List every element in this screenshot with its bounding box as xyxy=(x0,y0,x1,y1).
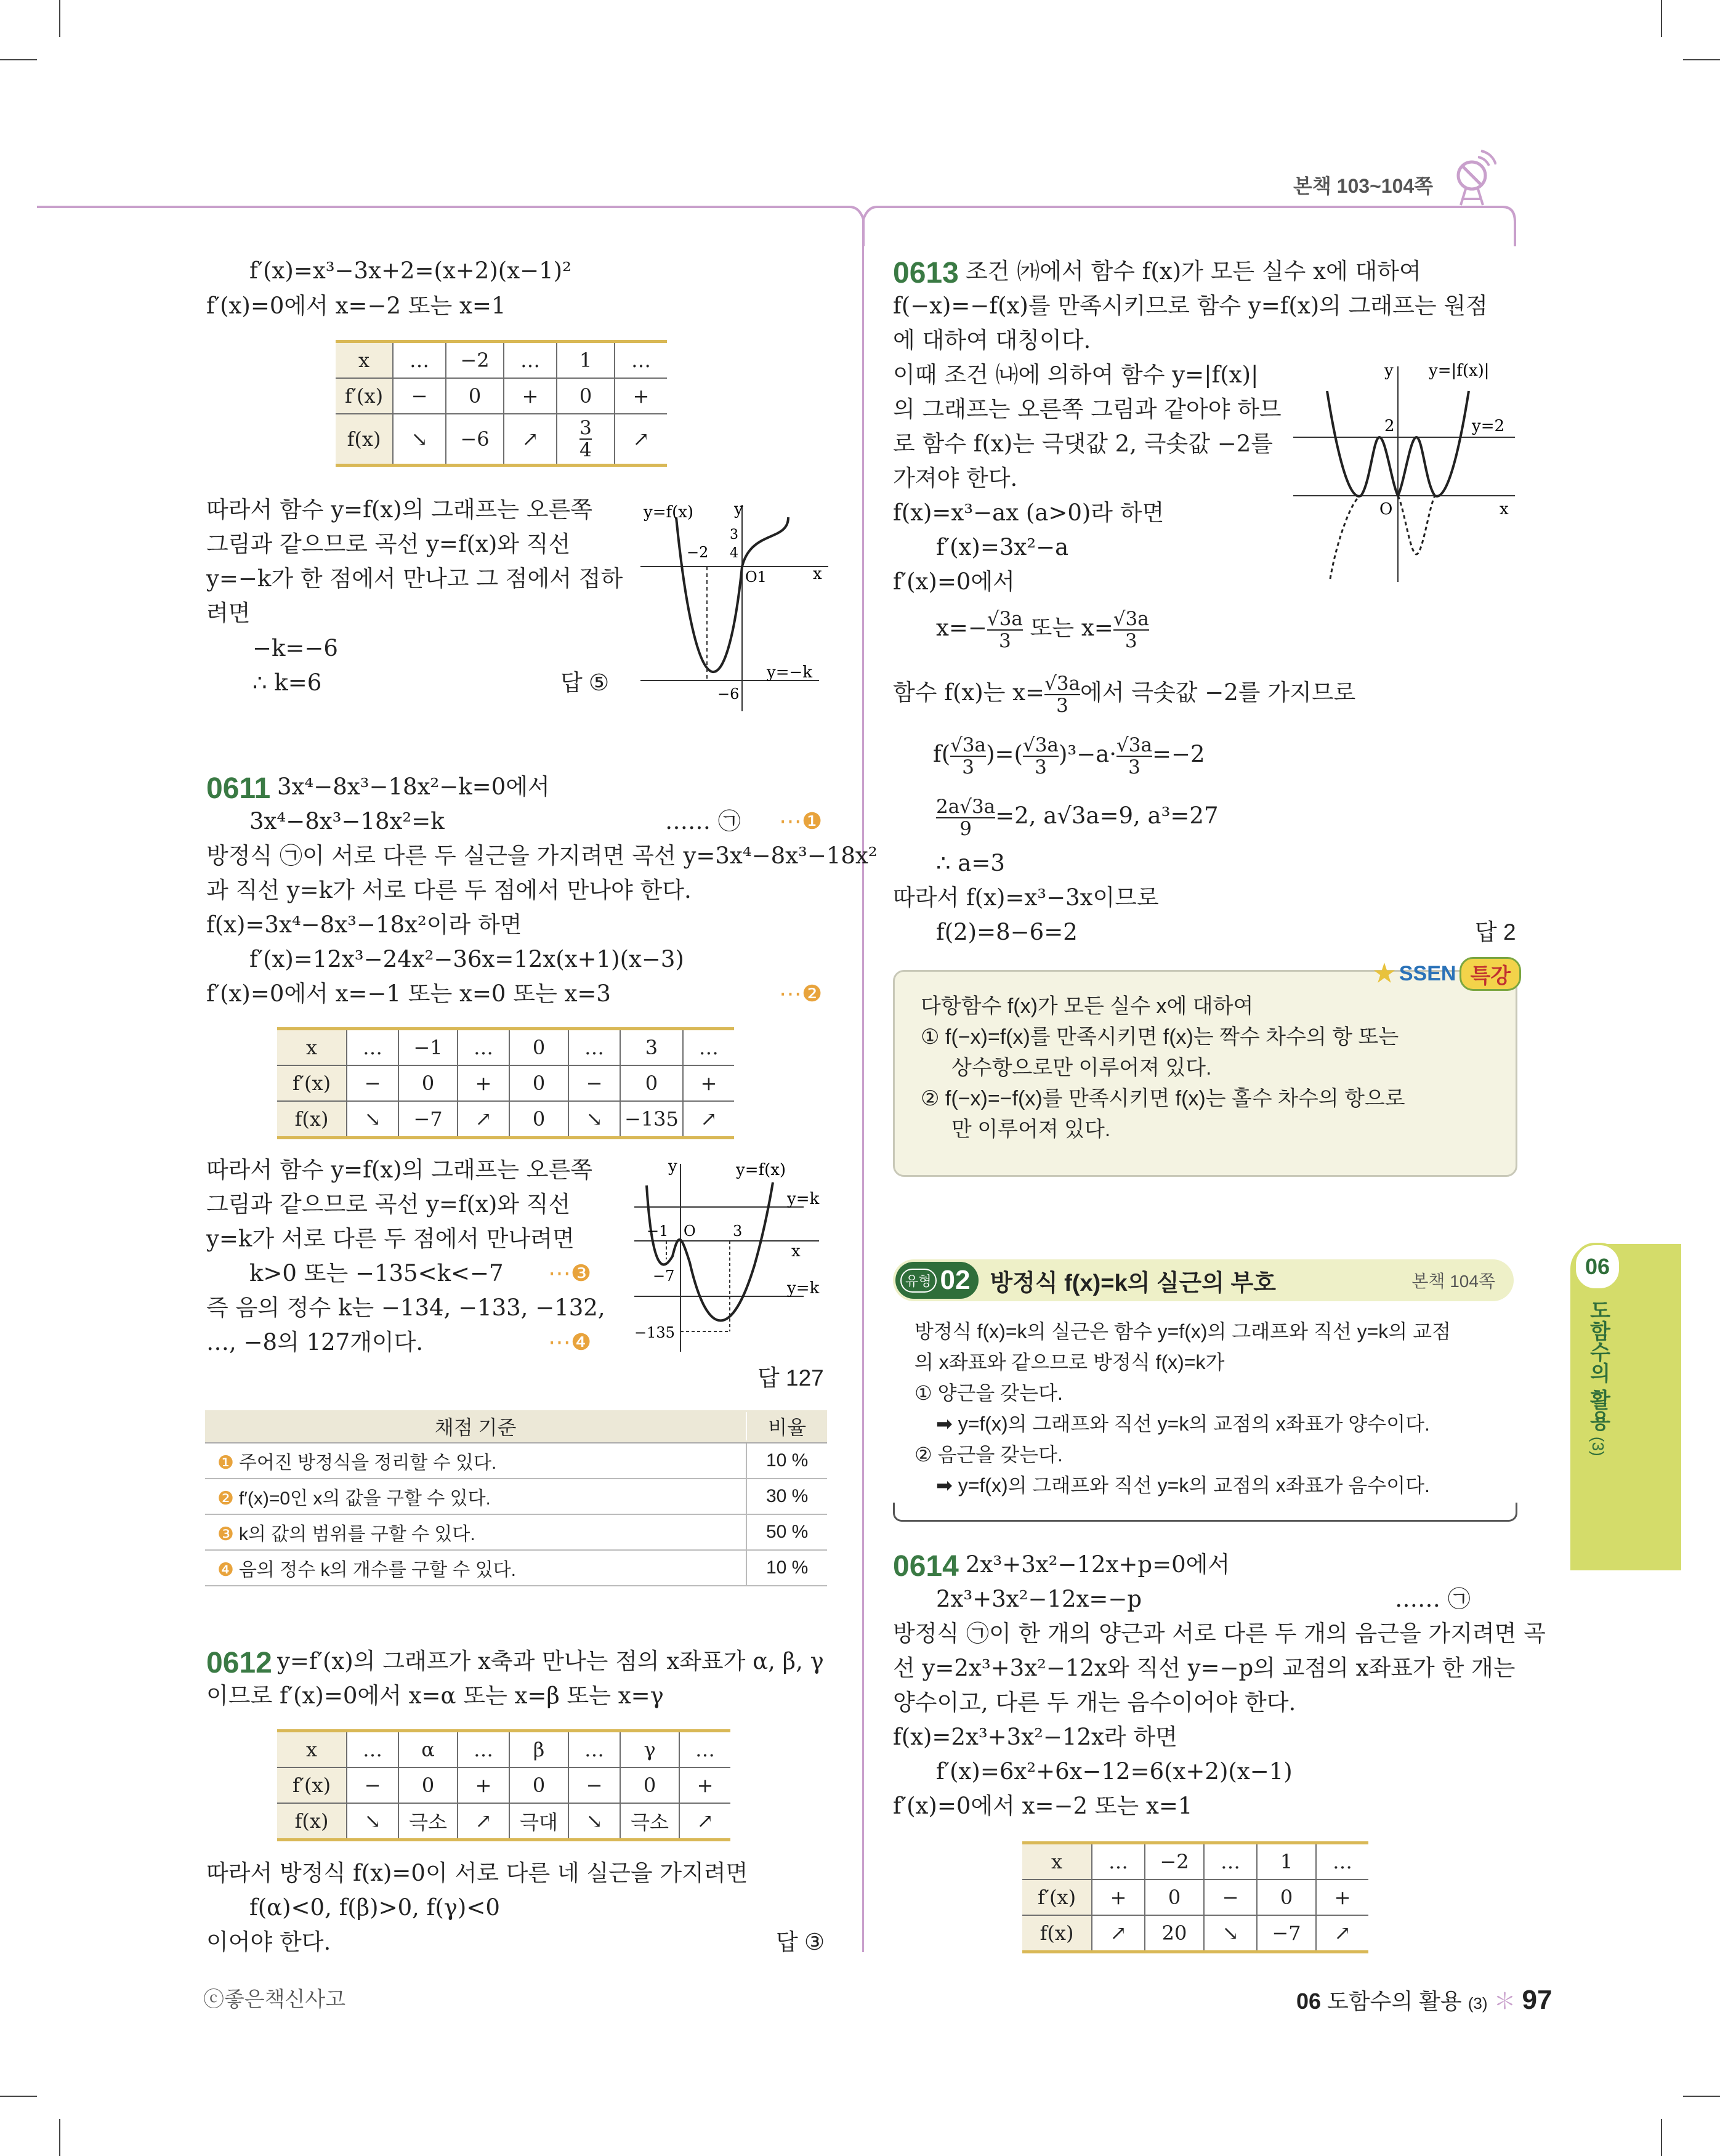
p0610-table: x … −2 … 1 … f′(x) − 0 + 0 + f(x) ↘ −6 ↗ $\frac{3}{4}$ ↗ xyxy=(336,340,667,467)
p0612-text3: 이어야 한다. xyxy=(206,1929,331,1955)
svg-text:y=f(x): y=f(x) xyxy=(736,1161,786,1179)
grading-pct: 10 % xyxy=(746,1551,827,1585)
svg-text:−6: −6 xyxy=(717,685,740,703)
p0611-text4: k>0 또는 −135<k<−7 xyxy=(249,1260,504,1286)
p0613-line3: 에 대하여 대칭이다. xyxy=(893,327,1091,353)
svg-text:O1: O1 xyxy=(745,568,767,586)
svg-text:y: y xyxy=(668,1158,677,1176)
svg-text:−7: −7 xyxy=(653,1267,675,1285)
svg-text:y: y xyxy=(1384,361,1394,380)
special-badge: ★ SSEN 특강 xyxy=(1373,958,1521,990)
p0614-line3: 방정식 ㉠이 한 개의 양근과 서로 다른 두 개의 음근을 가지려면 곡 xyxy=(893,1620,1546,1647)
p0610-text1: 따라서 함수 y=f(x)의 그래프는 오른쪽 xyxy=(206,496,593,523)
side-tab-title: 도함수의 활용 (3) xyxy=(1586,1299,1610,1456)
p0610-line2: f′(x)=0에서 x=−2 또는 x=1 xyxy=(206,293,506,319)
svg-text:y=|f(x)|: y=|f(x)| xyxy=(1429,361,1490,380)
p0614-line7: f′(x)=6x²+6x−12=6(x+2)(x−1) xyxy=(936,1758,1293,1785)
p0610-text3: y=−k가 한 점에서 만나고 그 점에서 접하 xyxy=(206,565,623,592)
p0611-table: x … −1 … 0 … 3 … f′(x) − 0 + 0 − 0 + f(x) ↘ −7 ↗ 0 ↘ −135 ↗ xyxy=(277,1027,734,1139)
grading-step-mark: ❸ xyxy=(217,1524,234,1544)
p0614-line8: f′(x)=0에서 x=−2 또는 x=1 xyxy=(893,1793,1193,1819)
svg-text:y: y xyxy=(734,500,743,519)
special-line3: 상수항으로만 이루어져 있다. xyxy=(951,1056,1212,1080)
p0613-line8: f(x)=x³−ax (a>0)라 하면 xyxy=(893,499,1165,526)
type02-ref: 본책 104쪽 xyxy=(1411,1272,1495,1291)
p0611-mark3: ⋯❸ xyxy=(548,1260,592,1286)
p0611-answer: 답 127 xyxy=(757,1365,824,1391)
p0611-line3: 방정식 ㉠이 서로 다른 두 실근을 가지려면 곡선 y=3x⁴−8x³−18x² xyxy=(206,842,878,869)
type02-badge: 유형 02 xyxy=(895,1262,979,1299)
p0613-line10: f′(x)=0에서 xyxy=(893,568,1015,595)
svg-text:x: x xyxy=(1500,500,1509,519)
svg-text:O: O xyxy=(684,1222,696,1240)
type02-header xyxy=(893,1259,1514,1301)
special-line2: ① f(−x)=f(x)를 만족시키면 f(x)는 짝수 차수의 항 또는 xyxy=(921,1025,1399,1049)
column-divider xyxy=(862,222,864,1952)
p0613-line5: 의 그래프는 오른쪽 그림과 같아야 하므 xyxy=(893,396,1282,422)
p0614-line4: 선 y=2x³+3x²−12x와 직선 y=−p의 교점의 x좌표가 한 개는 xyxy=(893,1655,1516,1681)
special-line4: ② f(−x)=−f(x)를 만족시키면 f(x)는 홀수 차수의 항으로 xyxy=(921,1087,1405,1110)
type02-line4: ➡ y=f(x)의 그래프와 직선 y=k의 교점의 x좌표가 양수이다. xyxy=(936,1413,1430,1435)
p0611-text1: 따라서 함수 y=f(x)의 그래프는 오른쪽 xyxy=(206,1157,593,1183)
p0613-line9: f′(x)=3x²−a xyxy=(936,534,1069,560)
grading-head2: 비율 xyxy=(746,1412,827,1440)
svg-text:3: 3 xyxy=(730,527,738,543)
p0611-line2: 3x⁴−8x³−18x²=k xyxy=(249,808,445,834)
p0610-text6: ∴ k=6 xyxy=(252,669,322,696)
grading-criterion: f′(x)=0인 x의 값을 구할 수 있다. xyxy=(238,1488,491,1509)
svg-text:O: O xyxy=(1379,500,1393,519)
p0611-line5: f(x)=3x⁴−8x³−18x²이라 하면 xyxy=(206,911,522,938)
type02-line6: ➡ y=f(x)의 그래프와 직선 y=k의 교점의 x좌표가 음수이다. xyxy=(936,1474,1430,1496)
p0614-line2: 2x³+3x²−12x=−p xyxy=(936,1586,1142,1612)
p0611-line4: 과 직선 y=k가 서로 다른 두 점에서 만나야 한다. xyxy=(206,877,692,903)
type02-line3: ① 양근을 갖는다. xyxy=(915,1382,1063,1404)
grading-row xyxy=(205,1443,827,1479)
special-line1: 다항함수 f(x)가 모든 실수 x에 대하여 xyxy=(921,995,1254,1018)
grading-step-mark: ❶ xyxy=(217,1453,234,1473)
svg-text:x: x xyxy=(791,1242,801,1261)
p0610-text4: 려면 xyxy=(206,600,251,626)
p0612-text2: f(α)<0, f(β)>0, f(γ)<0 xyxy=(249,1894,500,1921)
type02-line5: ② 음근을 갖는다. xyxy=(915,1443,1063,1466)
p0612-line2: 이므로 f′(x)=0에서 x=α 또는 x=β 또는 x=γ xyxy=(206,1682,664,1709)
p0614-table: x … −2 … 1 … f′(x) + 0 − 0 + f(x) ↗ 20 ↘ −7 ↗ xyxy=(1022,1841,1368,1953)
p0610-answer: 답 ⑤ xyxy=(560,670,610,695)
grading-criterion: 주어진 방정식을 정리할 수 있다. xyxy=(238,1453,497,1473)
p0613-line7: 가져야 한다. xyxy=(893,465,1018,491)
grading-criterion: 음의 정수 k의 개수를 구할 수 있다. xyxy=(238,1560,516,1580)
p0613-line4: 이때 조건 ㈏에 의하여 함수 y=|f(x)| xyxy=(893,361,1259,388)
p0612-answer: 답 ③ xyxy=(776,1929,825,1955)
header-ref: 본책 103~104쪽 xyxy=(1293,175,1434,197)
type02-title: 방정식 f(x)=k의 실근의 부호 xyxy=(990,1270,1276,1296)
p0614-line1: 2x³+3x²−12x+p=0에서 xyxy=(966,1551,1230,1578)
p0613-line16: 따라서 f(x)=x³−3x이므로 xyxy=(893,884,1159,911)
grading-head1: 채점 기준 xyxy=(434,1416,517,1439)
p0611-text5: 즉 음의 정수 k는 −134, −133, −132, xyxy=(206,1294,605,1321)
p0611-text2: 그림과 같으므로 곡선 y=f(x)와 직선 xyxy=(206,1191,571,1217)
p0611-line1: 3x⁴−8x³−18x²−k=0에서 xyxy=(277,773,550,800)
p0613-line14: $\frac{2a√3a}{9}$ =2, a√3a=9, a³=27 xyxy=(936,795,1219,840)
grading-pct: 10 % xyxy=(746,1443,827,1478)
p0611-graph xyxy=(628,1158,831,1355)
p0613-answer: 답 2 xyxy=(1475,919,1516,945)
grading-pct: 30 % xyxy=(746,1479,827,1514)
grading-step-mark: ❹ xyxy=(217,1560,234,1580)
svg-text:x: x xyxy=(813,565,822,583)
svg-text:−1: −1 xyxy=(647,1222,669,1240)
p0613-line17: f(2)=8−6=2 xyxy=(936,919,1078,945)
p0612-line1: y=f′(x)의 그래프가 x축과 만나는 점의 x좌표가 α, β, γ xyxy=(277,1648,824,1674)
grading-row xyxy=(205,1551,827,1586)
p0611-mark1: ⋯❶ xyxy=(779,808,823,834)
p0613-line2: f(−x)=−f(x)를 만족시키므로 함수 y=f(x)의 그래프는 원점 xyxy=(893,293,1488,319)
p0614-number: 0614 xyxy=(893,1550,959,1583)
p0611-number: 0611 xyxy=(206,772,271,805)
p0613-line15: ∴ a=3 xyxy=(936,850,1005,876)
svg-text:y=f(x): y=f(x) xyxy=(644,503,694,522)
p0611-text3: y=k가 서로 다른 두 점에서 만나려면 xyxy=(206,1225,575,1252)
svg-text:2: 2 xyxy=(1384,417,1395,435)
p0612-text1: 따라서 방정식 f(x)=0이 서로 다른 네 실근을 가지려면 xyxy=(206,1860,748,1886)
svg-text:−135: −135 xyxy=(634,1324,675,1341)
svg-text:y=k: y=k xyxy=(787,1279,820,1298)
svg-text:4: 4 xyxy=(730,546,738,561)
p0610-line1: f′(x)=x³−3x+2=(x+2)(x−1)² xyxy=(249,257,571,284)
p0610-text5: −k=−6 xyxy=(252,635,338,661)
p0614-line2-tag: …… ㉠ xyxy=(1395,1586,1471,1612)
p0612-table: x … α … β … γ … f′(x) − 0 + 0 − 0 + f(x) ↘ 극소 ↗ 극대 ↘ 극소 ↗ xyxy=(277,1729,730,1841)
type02-line2: 의 x좌표와 같으므로 방정식 f(x)=k가 xyxy=(915,1351,1225,1373)
p0611-line2-tag: …… ㉠ xyxy=(665,808,741,834)
header-rule xyxy=(37,197,1527,246)
p0613-line11: x=− $\frac{√3a}{3}$ 또는 x= $\frac{√3a}{3}$ xyxy=(936,607,1149,652)
special-line5: 만 이루어져 있다. xyxy=(951,1118,1111,1141)
p0613-number: 0613 xyxy=(893,257,959,289)
p0611-mark2: ⋯❷ xyxy=(779,980,823,1007)
svg-text:y=k: y=k xyxy=(787,1190,820,1208)
svg-text:y=2: y=2 xyxy=(1472,417,1505,435)
footer-chapter: 06 도함수의 활용 (3) ＊ 97 xyxy=(1296,1985,1552,2015)
svg-text:y=−k: y=−k xyxy=(767,663,813,682)
grading-row xyxy=(205,1479,827,1515)
p0612-number: 0612 xyxy=(206,1647,272,1679)
grading-pct: 50 % xyxy=(746,1515,827,1549)
type02-line1: 방정식 f(x)=k의 실근은 함수 y=f(x)의 그래프와 직선 y=k의 교점 xyxy=(915,1320,1451,1342)
svg-text:3: 3 xyxy=(733,1222,743,1240)
p0614-line6: f(x)=2x³+3x²−12x라 하면 xyxy=(893,1724,1177,1750)
p0613-line13: f( $\frac{√3a}{3}$ )=( $\frac{√3a}{3}$ )³−a· $\frac{√3a}{3}$ =−2 xyxy=(933,733,1205,778)
p0613-line1: 조건 ㈎에서 함수 f(x)가 모든 실수 x에 대하여 xyxy=(966,258,1421,285)
svg-text:−2: −2 xyxy=(687,544,709,561)
p0614-line5: 양수이고, 다른 두 개는 음수이어야 한다. xyxy=(893,1689,1296,1716)
p0611-text6: …, −8의 127개이다. xyxy=(206,1329,424,1355)
p0610-graph xyxy=(634,493,831,714)
footer-copyright: ⓒ좋은책신사고 xyxy=(203,1988,346,2011)
p0610-text2: 그림과 같으므로 곡선 y=f(x)와 직선 xyxy=(206,531,571,557)
grading-criterion: k의 값의 범위를 구할 수 있다. xyxy=(238,1524,475,1544)
star-icon: ★ xyxy=(1373,960,1395,987)
type02-bracket xyxy=(893,1503,1517,1522)
grading-table xyxy=(205,1410,827,1586)
grading-row xyxy=(205,1515,827,1551)
p0611-mark4: ⋯❹ xyxy=(548,1329,592,1355)
p0613-line6: 로 함수 f(x)는 극댓값 2, 극솟값 −2를 xyxy=(893,430,1274,457)
p0613-graph xyxy=(1293,357,1521,585)
p0613-line12: 함수 f(x)는 x= $\frac{√3a}{3}$ 에서 극솟값 −2를 가지므로 xyxy=(893,672,1356,717)
side-tab-num: 06 xyxy=(1573,1243,1621,1291)
p0611-line6: f′(x)=12x³−24x²−36x=12x(x+1)(x−3) xyxy=(249,946,684,972)
grading-step-mark: ❷ xyxy=(217,1488,234,1509)
p0611-line7: f′(x)=0에서 x=−1 또는 x=0 또는 x=3 xyxy=(206,980,611,1007)
